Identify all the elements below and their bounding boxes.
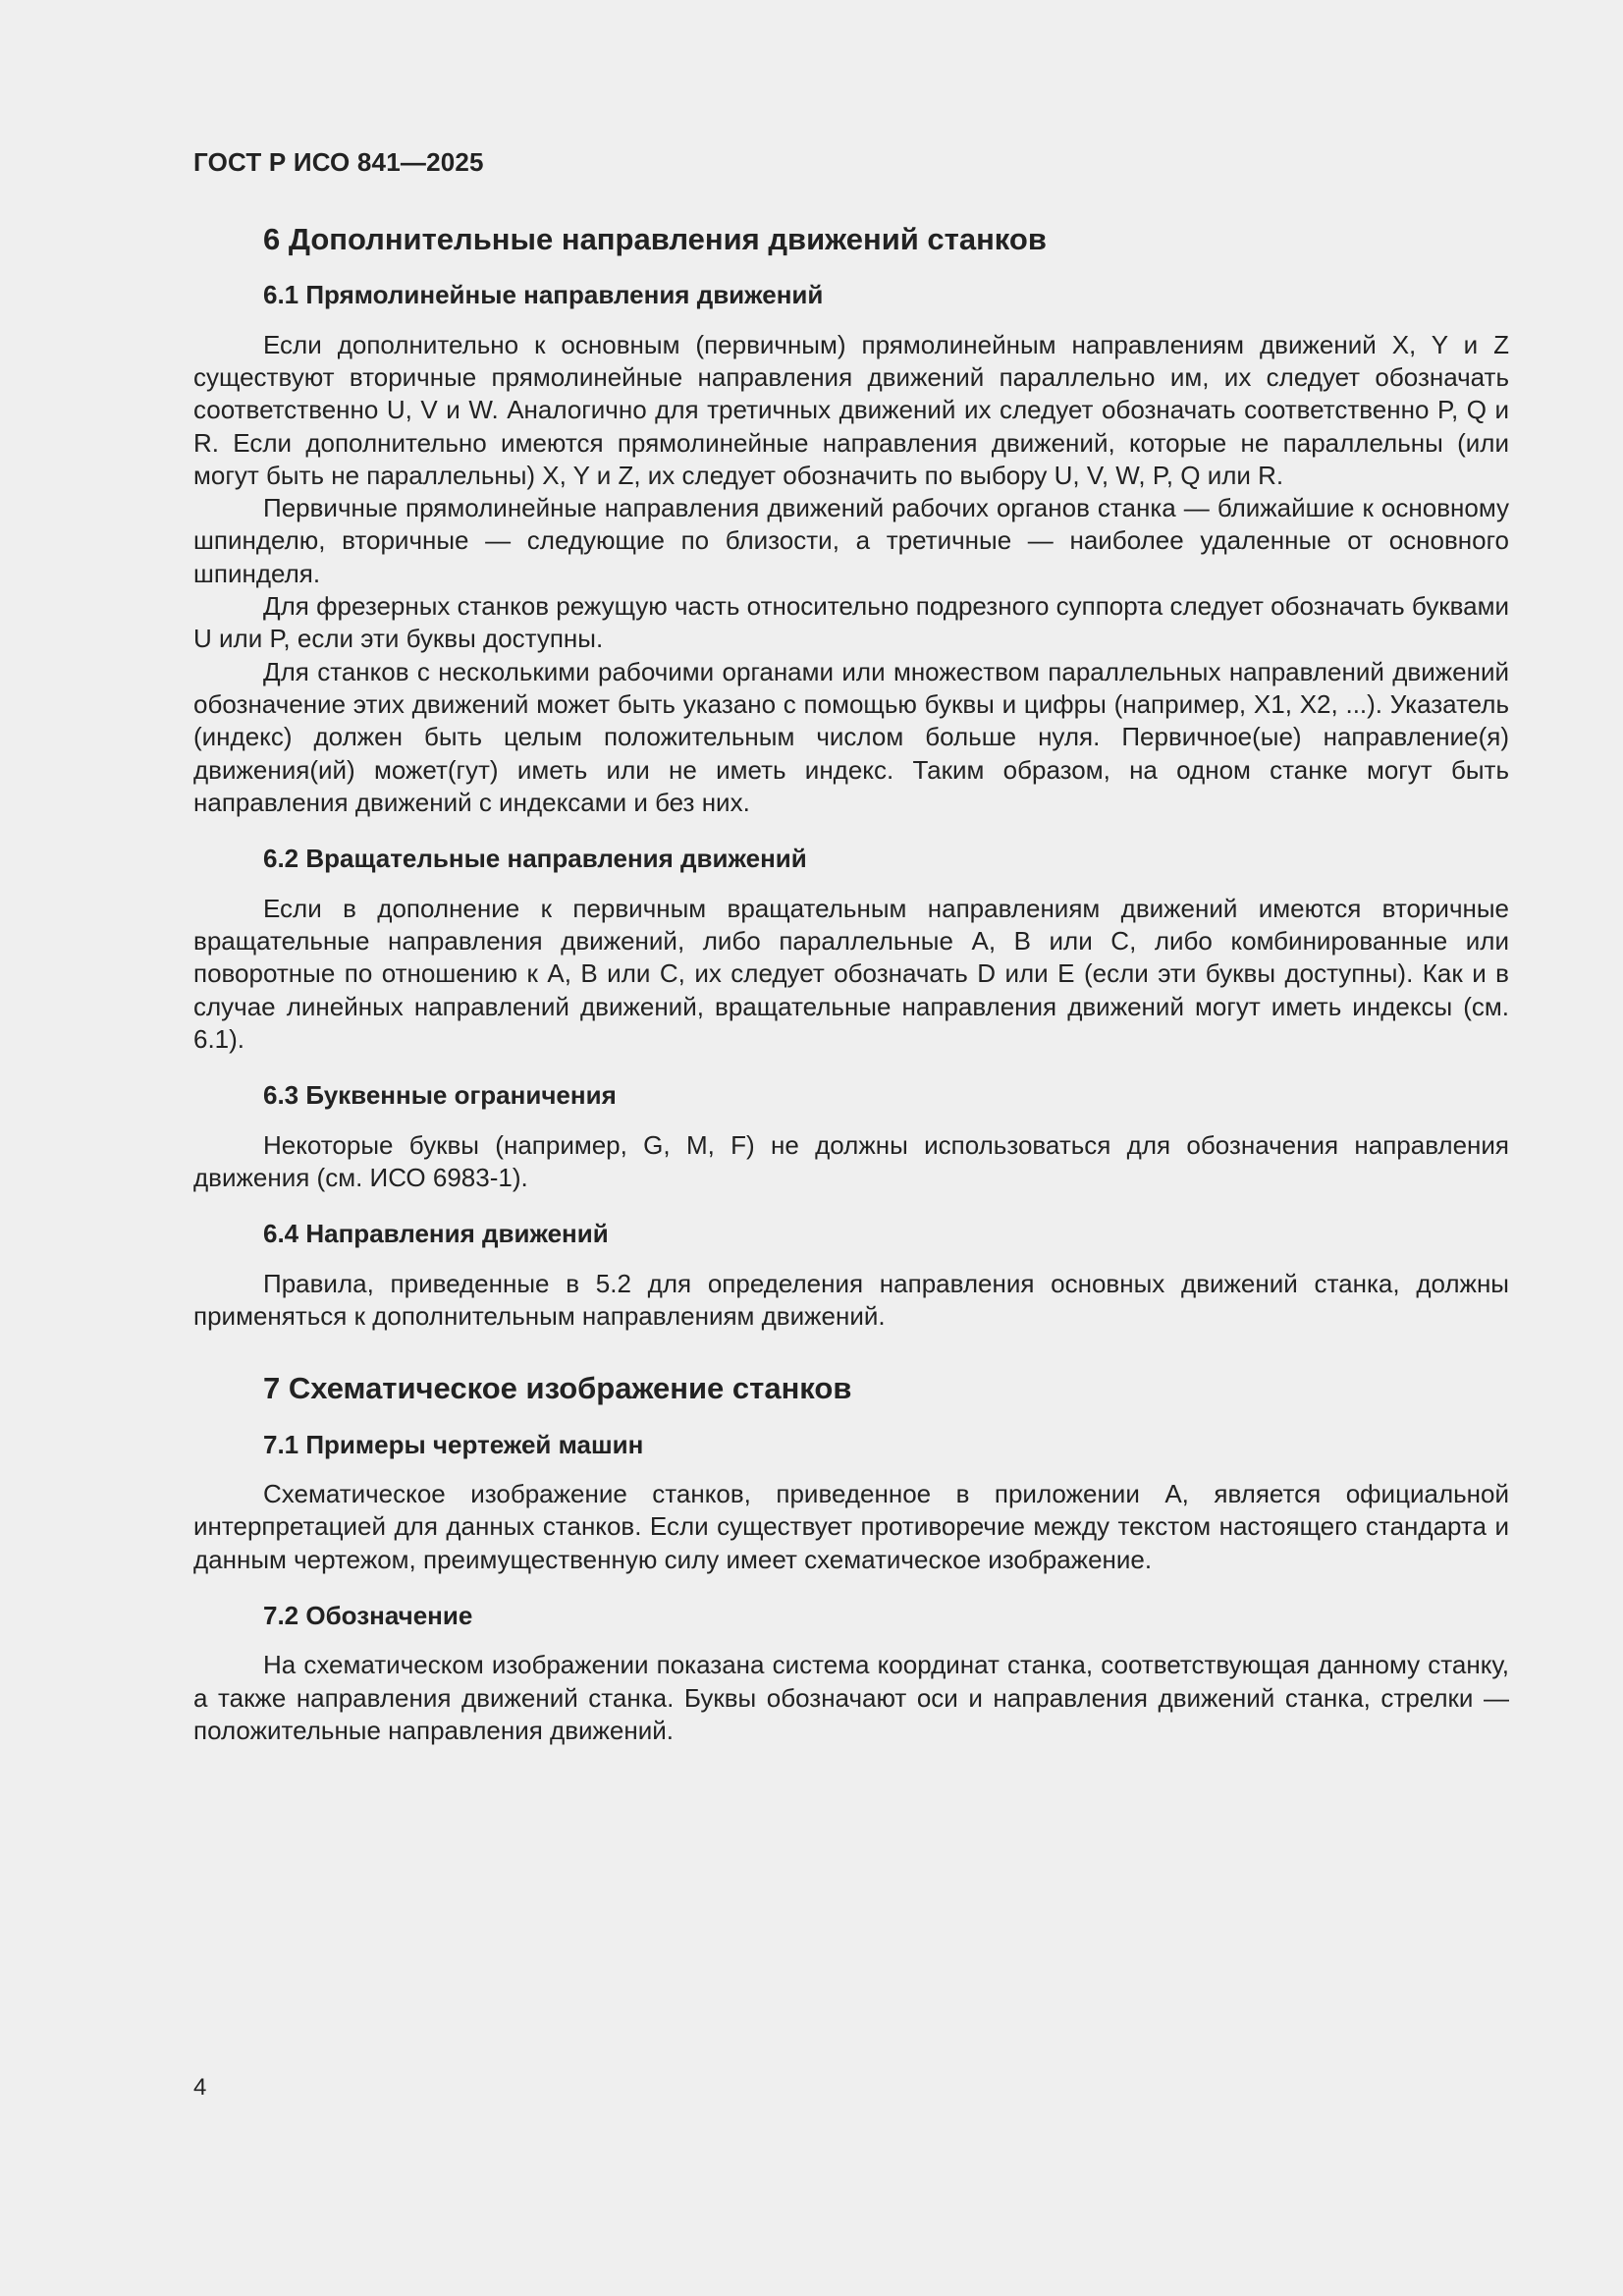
page-body xyxy=(193,221,1509,1747)
subsection-title-7-2: 7.2 Обозначение xyxy=(263,1600,473,1630)
subsection-body-7-2 xyxy=(193,1649,1509,1747)
subsection-title-6-3: 6.3 Буквенные ограничения xyxy=(263,1080,617,1111)
paragraph: Схематическое изображение станков, приведенное в приложении А, является официальной интерпретацией для данных станков. Если существует противоречие между текстом настоящего стандарта и данным чертежом, преимущественную силу имеет схематическое изображение. xyxy=(193,1479,1509,1574)
subsection-body-6-1 xyxy=(193,329,1509,819)
section-title-7: 7 Схематическое изображение станков xyxy=(263,1371,852,1406)
running-header: ГОСТ Р ИСО 841—2025 xyxy=(193,147,484,177)
subsection-title-7-1: 7.1 Примеры чертежей машин xyxy=(263,1429,644,1459)
subsection-title-6-2: 6.2 Вращательные направления движений xyxy=(263,844,807,874)
page-number: 4 xyxy=(193,2074,207,2101)
paragraph: Правила, приведенные в 5.2 для определения направления основных движений станка, должны применяться к дополнительным направлениям движений. xyxy=(193,1268,1509,1332)
paragraph: Первичные прямолинейные направления движений рабочих органов станка — ближайшие к основному шпинделю, вторичные — следующие по близости, а третичные — наиболее удаленные от основного шпинделя. xyxy=(193,493,1509,588)
subsection-title-6-4: 6.4 Направления движений xyxy=(263,1219,609,1249)
subsection-body-6-3 xyxy=(193,1129,1509,1195)
paragraph: Для фрезерных станков режущую часть относительно подрезного суппорта следует обозначать буквами U или P, если эти буквы доступны. xyxy=(193,591,1509,654)
subsection-body-6-4 xyxy=(193,1268,1509,1334)
paragraph: Для станков с несколькими рабочими органами или множеством параллельных направлений движений обозначение этих движений может быть указано с помощью буквы и цифры (например, X1, X2, ...). Указатель (индекс) должен быть целым положительным числом больше нуля. Первичное(ые) направление(я) движения(ий) может(гут) иметь или не иметь индекс. Таким образом, на одном станке могут быть направления движений с индексами и без них. xyxy=(193,656,1509,817)
section-title-6: 6 Дополнительные направления движений станков xyxy=(263,222,1047,256)
subsection-body-7-1 xyxy=(193,1478,1509,1576)
subsection-body-6-2 xyxy=(193,893,1509,1056)
paragraph: Если дополнительно к основным (первичным) прямолинейным направлениям движений X, Y и Z существуют вторичные прямолинейные направления движений параллельно им, их следует обозначать соответственно U, V и W. Аналогично для третичных движений их следует обозначать соответственно P, Q и R. Если дополнительно имеются прямолинейные направления движений, которые не параллельны (или могут быть не параллельны) X, Y и Z, их следует обозначить по выбору U, V, W, P, Q или R. xyxy=(193,329,1509,490)
paragraph: Если в дополнение к первичным вращательным направлениям движений имеются вторичные вращательные направления движений, либо параллельные A, B или C, либо комбинированные или поворотные по отношению к A, B или C, их следует обозначать D или E (если эти буквы доступны). Как и в случае линейных направлений движений, вращательные направления движений могут иметь индексы (см. 6.1). xyxy=(193,893,1509,1054)
paragraph: Некоторые буквы (например, G, M, F) не должны использоваться для обозначения направления движения (см. ИСО 6983-1). xyxy=(193,1129,1509,1192)
subsection-title-6-1: 6.1 Прямолинейные направления движений xyxy=(263,280,824,310)
paragraph: На схематическом изображении показана система координат станка, соответствующая данному станку, а также направления движений станка. Буквы обозначают оси и направления движений станка, стрелки — положительные направления движений. xyxy=(193,1650,1509,1745)
